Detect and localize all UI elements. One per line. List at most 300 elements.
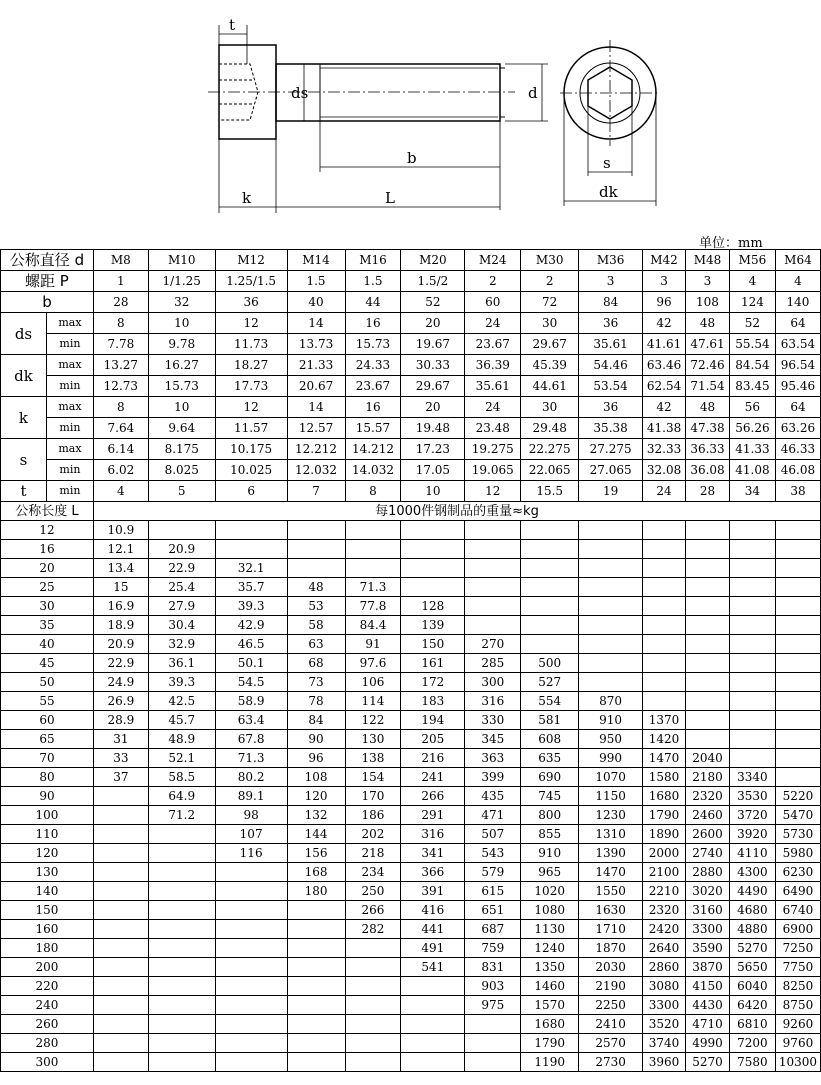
dim-b-label: b <box>407 149 417 167</box>
weight-cell <box>215 1034 287 1053</box>
value-cell: 19.48 <box>401 418 465 439</box>
weight-cell: 150 <box>401 635 465 654</box>
weight-cell: 341 <box>401 844 465 863</box>
weight-cell <box>287 521 345 540</box>
weight-cell: 1710 <box>579 920 643 939</box>
weight-cell: 154 <box>345 768 401 787</box>
sub-label: max <box>46 439 93 460</box>
value-cell: 4 <box>93 481 148 502</box>
sub-label: min <box>46 460 93 481</box>
value-cell: 28 <box>93 292 148 313</box>
weight-cell: 9260 <box>775 1015 820 1034</box>
weight-cell: 3520 <box>643 1015 686 1034</box>
weight-cell <box>215 521 287 540</box>
weight-cell <box>729 711 775 730</box>
value-cell: 20 <box>401 313 465 334</box>
weight-cell <box>729 597 775 616</box>
weight-cell: 106 <box>345 673 401 692</box>
weight-cell <box>148 863 215 882</box>
weight-cell: 2860 <box>643 958 686 977</box>
spec-row-pitch <box>1 271 821 292</box>
weight-cell <box>521 521 579 540</box>
value-cell: 12.212 <box>287 439 345 460</box>
weight-cell: 2880 <box>686 863 730 882</box>
weight-cell <box>686 730 730 749</box>
weight-cell <box>643 540 686 559</box>
table-row <box>1 1015 821 1034</box>
table-row <box>1 1034 821 1053</box>
value-cell: 6.14 <box>93 439 148 460</box>
length-cell: 60 <box>1 711 94 730</box>
value-cell: M8 <box>93 250 148 271</box>
weight-cell <box>93 882 148 901</box>
length-cell: 240 <box>1 996 94 1015</box>
table-row <box>1 844 821 863</box>
length-cell: 45 <box>1 654 94 673</box>
weight-cell: 1150 <box>579 787 643 806</box>
weight-cell <box>686 521 730 540</box>
weight-cell <box>215 920 287 939</box>
weight-cell: 1080 <box>521 901 579 920</box>
weight-cell: 77.8 <box>345 597 401 616</box>
weight-cell <box>729 616 775 635</box>
weight-cell <box>287 901 345 920</box>
sub-label: max <box>46 313 93 334</box>
value-cell: 8.025 <box>148 460 215 481</box>
value-cell: 10.025 <box>215 460 287 481</box>
weight-cell: 4150 <box>686 977 730 996</box>
value-cell: 6.02 <box>93 460 148 481</box>
weight-cell: 491 <box>401 939 465 958</box>
value-cell: 52 <box>729 313 775 334</box>
value-cell: 15.73 <box>148 376 215 397</box>
weight-cell <box>93 1053 148 1072</box>
weight-cell: 581 <box>521 711 579 730</box>
value-cell: 8.175 <box>148 439 215 460</box>
dim-k-label: k <box>242 189 252 207</box>
value-cell: 64 <box>775 313 820 334</box>
weight-cell: 366 <box>401 863 465 882</box>
weight-cell <box>148 1015 215 1034</box>
spec-row-k-min <box>1 418 821 439</box>
weight-cell: 316 <box>465 692 521 711</box>
value-cell: M10 <box>148 250 215 271</box>
value-cell: M36 <box>579 250 643 271</box>
value-cell: M48 <box>686 250 730 271</box>
weight-cell: 234 <box>345 863 401 882</box>
weight-cell: 48 <box>287 578 345 597</box>
weight-cell <box>775 521 820 540</box>
weight-cell <box>729 578 775 597</box>
weight-cell: 20.9 <box>93 635 148 654</box>
weight-cell: 63 <box>287 635 345 654</box>
weight-cell: 635 <box>521 749 579 768</box>
weight-cell: 15 <box>93 578 148 597</box>
length-cell: 300 <box>1 1053 94 1072</box>
weight-cell <box>345 521 401 540</box>
weight-cell <box>401 521 465 540</box>
weight-cell: 3160 <box>686 901 730 920</box>
weight-cell: 910 <box>521 844 579 863</box>
weight-cell <box>345 1015 401 1034</box>
spec-row-ds-max <box>1 313 821 334</box>
weight-cell: 12.1 <box>93 540 148 559</box>
weight-cell: 6490 <box>775 882 820 901</box>
value-cell: 16 <box>345 313 401 334</box>
weight-cell <box>401 977 465 996</box>
weight-cell: 39.3 <box>215 597 287 616</box>
weight-cell <box>643 597 686 616</box>
weight-cell: 27.9 <box>148 597 215 616</box>
value-cell: 10 <box>401 481 465 502</box>
weight-cell <box>93 825 148 844</box>
weight-cell <box>729 673 775 692</box>
weight-cell <box>93 901 148 920</box>
weight-cell <box>521 578 579 597</box>
weight-cell: 266 <box>401 787 465 806</box>
weight-cell: 7200 <box>729 1034 775 1053</box>
weight-cell: 435 <box>465 787 521 806</box>
weight-cell: 990 <box>579 749 643 768</box>
value-cell: 36.33 <box>686 439 730 460</box>
weight-cell: 2100 <box>643 863 686 882</box>
weight-cell: 759 <box>465 939 521 958</box>
value-cell: 1 <box>93 271 148 292</box>
weight-cell: 84.4 <box>345 616 401 635</box>
value-cell: 7 <box>287 481 345 502</box>
weight-cell: 543 <box>465 844 521 863</box>
value-cell: 10 <box>148 313 215 334</box>
weight-cell <box>643 692 686 711</box>
value-cell: 1.25/1.5 <box>215 271 287 292</box>
weight-cell: 138 <box>345 749 401 768</box>
value-cell: M56 <box>729 250 775 271</box>
length-cell: 130 <box>1 863 94 882</box>
weight-cell: 1370 <box>643 711 686 730</box>
row-label: b <box>1 292 94 313</box>
value-cell: 42 <box>643 313 686 334</box>
dim-ds-label: ds <box>291 84 309 102</box>
weight-cell: 116 <box>215 844 287 863</box>
weight-cell: 2250 <box>579 996 643 1015</box>
weight-cell: 13.4 <box>93 559 148 578</box>
length-cell: 80 <box>1 768 94 787</box>
weight-cell: 5270 <box>729 939 775 958</box>
weight-cell <box>345 559 401 578</box>
weight-cell <box>729 559 775 578</box>
weight-cell: 2040 <box>686 749 730 768</box>
value-cell: 15.5 <box>521 481 579 502</box>
weight-cell <box>93 787 148 806</box>
value-cell: 32 <box>148 292 215 313</box>
table-row <box>1 578 821 597</box>
weight-cell: 33 <box>93 749 148 768</box>
weight-cell: 615 <box>465 882 521 901</box>
weight-cell: 1420 <box>643 730 686 749</box>
weight-cell: 218 <box>345 844 401 863</box>
value-cell: 84 <box>579 292 643 313</box>
value-cell: 53.54 <box>579 376 643 397</box>
sub-label: max <box>46 397 93 418</box>
weight-cell: 96 <box>287 749 345 768</box>
value-cell: 38 <box>775 481 820 502</box>
weight-cell: 186 <box>345 806 401 825</box>
weight-cell: 6740 <box>775 901 820 920</box>
value-cell: 35.61 <box>579 334 643 355</box>
weight-cell: 1240 <box>521 939 579 958</box>
row-label: 公称直径 d <box>1 250 94 271</box>
weight-cell: 1130 <box>521 920 579 939</box>
value-cell: 23.48 <box>465 418 521 439</box>
weight-cell: 1310 <box>579 825 643 844</box>
weight-cell: 7250 <box>775 939 820 958</box>
unit-label: 单位：mm <box>699 236 763 251</box>
weights-header-row <box>1 502 821 521</box>
weight-cell: 3590 <box>686 939 730 958</box>
weight-cell <box>287 939 345 958</box>
weight-cell: 205 <box>401 730 465 749</box>
weight-cell <box>729 654 775 673</box>
value-cell: 15.57 <box>345 418 401 439</box>
weight-cell: 2740 <box>686 844 730 863</box>
weight-cell: 6230 <box>775 863 820 882</box>
weight-cell: 579 <box>465 863 521 882</box>
table-row <box>1 882 821 901</box>
weight-cell: 58.9 <box>215 692 287 711</box>
value-cell: 54.46 <box>579 355 643 376</box>
value-cell: 23.67 <box>345 376 401 397</box>
weight-cell: 2210 <box>643 882 686 901</box>
weight-cell <box>775 768 820 787</box>
weight-cell: 20.9 <box>148 540 215 559</box>
weight-cell: 161 <box>401 654 465 673</box>
weight-cell: 5980 <box>775 844 820 863</box>
weight-cell: 6810 <box>729 1015 775 1034</box>
table-row <box>1 654 821 673</box>
spec-row-dk-min <box>1 376 821 397</box>
table-row <box>1 768 821 787</box>
weight-cell <box>93 977 148 996</box>
value-cell: 52 <box>401 292 465 313</box>
weight-cell: 3300 <box>686 920 730 939</box>
weight-cell: 975 <box>465 996 521 1015</box>
value-cell: 36 <box>579 397 643 418</box>
length-cell: 260 <box>1 1015 94 1034</box>
table-row <box>1 616 821 635</box>
weight-cell: 608 <box>521 730 579 749</box>
weight-cell: 68 <box>287 654 345 673</box>
weight-cell: 800 <box>521 806 579 825</box>
weight-cell: 4300 <box>729 863 775 882</box>
weight-cell: 42.5 <box>148 692 215 711</box>
value-cell: 32.33 <box>643 439 686 460</box>
dim-dk-label: dk <box>599 183 618 201</box>
value-cell: 13.27 <box>93 355 148 376</box>
weight-cell <box>729 692 775 711</box>
weight-cell: 78 <box>287 692 345 711</box>
weight-cell: 3300 <box>643 996 686 1015</box>
weight-cell <box>345 958 401 977</box>
weight-cell: 2190 <box>579 977 643 996</box>
weight-cell <box>401 578 465 597</box>
weight-cell: 1570 <box>521 996 579 1015</box>
weight-cell: 1630 <box>579 901 643 920</box>
value-cell: 55.54 <box>729 334 775 355</box>
dim-d-label: d <box>528 84 538 102</box>
weight-cell: 471 <box>465 806 521 825</box>
value-cell: 45.39 <box>521 355 579 376</box>
weight-cell: 6420 <box>729 996 775 1015</box>
weight-cell: 3740 <box>643 1034 686 1053</box>
value-cell: 56 <box>729 397 775 418</box>
weight-cell: 183 <box>401 692 465 711</box>
weight-cell: 1790 <box>521 1034 579 1053</box>
value-cell: 20.67 <box>287 376 345 397</box>
weight-cell <box>148 844 215 863</box>
weight-cell: 291 <box>401 806 465 825</box>
weight-cell <box>686 635 730 654</box>
weight-cell: 22.9 <box>93 654 148 673</box>
weight-cell <box>401 559 465 578</box>
bolt-drawing <box>0 0 821 230</box>
weight-cell: 870 <box>579 692 643 711</box>
weight-cell <box>215 901 287 920</box>
length-cell: 200 <box>1 958 94 977</box>
weight-cell: 4680 <box>729 901 775 920</box>
length-cell: 90 <box>1 787 94 806</box>
value-cell: 14.212 <box>345 439 401 460</box>
value-cell: 108 <box>686 292 730 313</box>
weight-cell: 1470 <box>579 863 643 882</box>
value-cell: 4 <box>775 271 820 292</box>
weight-cell <box>775 692 820 711</box>
weight-cell <box>729 749 775 768</box>
value-cell: 8 <box>345 481 401 502</box>
weight-cell: 108 <box>287 768 345 787</box>
weight-cell <box>521 616 579 635</box>
length-cell: 70 <box>1 749 94 768</box>
bolt-shank-outline <box>276 64 500 121</box>
weight-cell: 52.1 <box>148 749 215 768</box>
value-cell: 27.275 <box>579 439 643 460</box>
weight-cell <box>345 996 401 1015</box>
weight-cell <box>215 1053 287 1072</box>
weight-cell: 22.9 <box>148 559 215 578</box>
value-cell: 19.065 <box>465 460 521 481</box>
length-cell: 280 <box>1 1034 94 1053</box>
weight-cell: 45.7 <box>148 711 215 730</box>
weight-cell: 132 <box>287 806 345 825</box>
value-cell: 3 <box>579 271 643 292</box>
weight-cell: 266 <box>345 901 401 920</box>
weight-cell: 3960 <box>643 1053 686 1072</box>
weight-cell <box>465 578 521 597</box>
weight-cell: 2320 <box>686 787 730 806</box>
value-cell: 7.78 <box>93 334 148 355</box>
weight-cell <box>465 559 521 578</box>
value-cell: 64 <box>775 397 820 418</box>
weight-cell <box>729 521 775 540</box>
weight-cell: 391 <box>401 882 465 901</box>
weight-cell: 107 <box>215 825 287 844</box>
weight-cell <box>287 1034 345 1053</box>
value-cell: 4 <box>729 271 775 292</box>
row-label: dk <box>1 355 47 397</box>
value-cell: 12.032 <box>287 460 345 481</box>
weight-cell: 71.2 <box>148 806 215 825</box>
weight-cell <box>521 597 579 616</box>
length-cell: 20 <box>1 559 94 578</box>
weight-cell <box>521 540 579 559</box>
value-cell: 36 <box>579 313 643 334</box>
weight-cell <box>643 521 686 540</box>
weight-cell: 1890 <box>643 825 686 844</box>
weight-cell: 345 <box>465 730 521 749</box>
spec-row-dk-max <box>1 355 821 376</box>
weight-cell: 687 <box>465 920 521 939</box>
table-row <box>1 787 821 806</box>
weight-cell: 156 <box>287 844 345 863</box>
dim-s-label: s <box>603 154 611 172</box>
weight-cell: 745 <box>521 787 579 806</box>
length-cell: 25 <box>1 578 94 597</box>
value-cell: 12 <box>215 397 287 418</box>
weight-cell: 58 <box>287 616 345 635</box>
weight-cell: 330 <box>465 711 521 730</box>
table-row <box>1 939 821 958</box>
weight-cell: 441 <box>401 920 465 939</box>
weight-cell <box>148 977 215 996</box>
value-cell: 5 <box>148 481 215 502</box>
length-cell: 150 <box>1 901 94 920</box>
weight-cell: 416 <box>401 901 465 920</box>
weight-cell: 1680 <box>521 1015 579 1034</box>
weight-cell <box>775 578 820 597</box>
value-cell: 17.23 <box>401 439 465 460</box>
sub-label: min <box>46 376 93 397</box>
weight-cell <box>775 711 820 730</box>
weight-cell: 903 <box>465 977 521 996</box>
value-cell: M42 <box>643 250 686 271</box>
weight-cell <box>465 1053 521 1072</box>
weight-cell <box>775 635 820 654</box>
weight-cell <box>148 901 215 920</box>
weight-cell <box>643 578 686 597</box>
weight-cell: 130 <box>345 730 401 749</box>
weight-cell <box>686 578 730 597</box>
weight-cell <box>775 597 820 616</box>
weight-cell <box>345 1053 401 1072</box>
length-cell: 160 <box>1 920 94 939</box>
dim-t-label: t <box>229 16 236 34</box>
weight-cell <box>729 635 775 654</box>
weight-cell: 35.7 <box>215 578 287 597</box>
value-cell: 24 <box>643 481 686 502</box>
length-cell: 110 <box>1 825 94 844</box>
spec-row-t <box>1 481 821 502</box>
value-cell: 47.61 <box>686 334 730 355</box>
value-cell: 83.45 <box>729 376 775 397</box>
weight-cell: 73 <box>287 673 345 692</box>
weight-cell: 7750 <box>775 958 820 977</box>
weight-cell: 194 <box>401 711 465 730</box>
weight-cell <box>215 958 287 977</box>
weight-cell <box>401 1015 465 1034</box>
value-cell: 96.54 <box>775 355 820 376</box>
weight-cell: 690 <box>521 768 579 787</box>
weight-cell: 97.6 <box>345 654 401 673</box>
length-cell: 35 <box>1 616 94 635</box>
